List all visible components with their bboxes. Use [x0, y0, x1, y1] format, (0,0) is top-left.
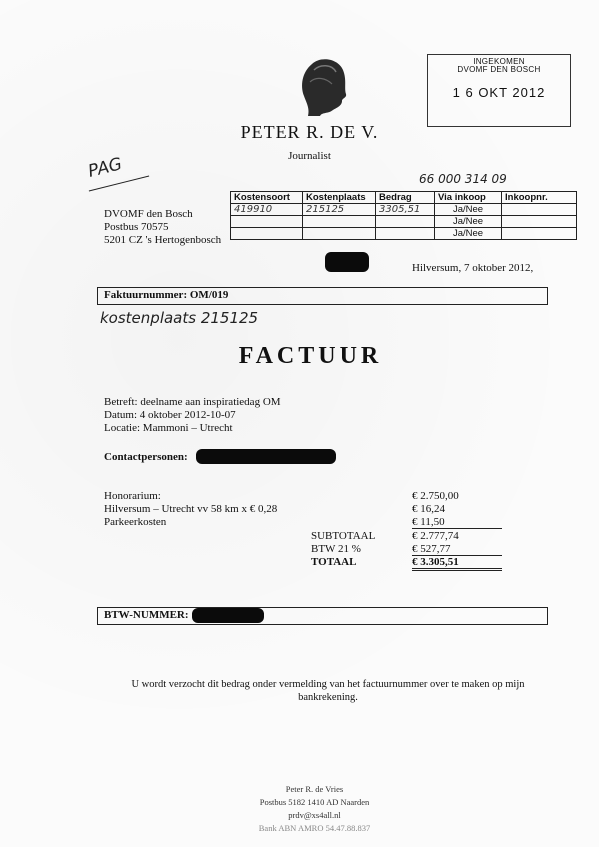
handwritten-kostenplaats: kostenplaats 215125 — [100, 309, 259, 327]
line-amount: € 2.750,00 — [412, 490, 459, 502]
total-amount: € 2.777,74 — [412, 530, 459, 542]
recipient-line-1: DVOMF den Bosch — [104, 208, 193, 220]
footer-bank: Bank ABN AMRO 54.47.88.837 — [258, 823, 371, 833]
cell — [231, 228, 303, 240]
profile-logo-icon — [298, 56, 348, 118]
cell: 3305,51 — [376, 204, 435, 216]
cell — [376, 228, 435, 240]
total-label: TOTAAL — [311, 556, 357, 568]
total-amount: € 3.305,51 — [412, 556, 502, 571]
total-amount: € 527,77 — [412, 543, 502, 556]
cell: Ja/Nee — [435, 216, 502, 228]
detail-datum: Datum: 4 oktober 2012-10-07 — [104, 409, 236, 421]
table-row — [231, 228, 577, 240]
cell — [303, 216, 376, 228]
place-date: Hilversum, 7 oktober 2012, — [412, 262, 534, 274]
document-title: FACTUUR — [238, 343, 383, 369]
redaction-block — [192, 608, 264, 623]
vat-number-box — [97, 607, 548, 625]
line-amount: € 11,50 — [412, 516, 502, 529]
header-bedrag: Bedrag — [376, 192, 435, 204]
cell — [303, 228, 376, 240]
invoice-number: Faktuurnummer: OM/019 — [104, 289, 229, 301]
header-kostensoort: Kostensoort — [231, 192, 303, 204]
table-row — [231, 204, 577, 216]
stamp-line-1: INGEKOMEN — [473, 57, 525, 66]
total-label: SUBTOTAAL — [311, 530, 376, 542]
footer-address: Postbus 5182 1410 AD Naarden — [259, 797, 370, 807]
footer-name: Peter R. de Vries — [285, 784, 344, 794]
cost-allocation-table — [230, 191, 577, 240]
table-header-row — [231, 192, 577, 204]
header-kostenplaats: Kostenplaats — [303, 192, 376, 204]
recipient-line-3: 5201 CZ 's Hertogenbosch — [104, 234, 222, 246]
handwritten-number: 66 000 314 09 — [419, 172, 507, 186]
cell — [376, 216, 435, 228]
detail-locatie: Locatie: Mammoni – Utrecht — [104, 422, 233, 434]
cell — [231, 216, 303, 228]
line-label: Honorarium: — [104, 490, 161, 502]
detail-betreft: Betreft: deelname aan inspiratiedag OM — [104, 396, 281, 408]
redaction-block — [325, 252, 369, 272]
stamp-line-2: DVOMF DEN BOSCH — [457, 65, 541, 74]
letterhead-name: PETER R. DE V. — [240, 122, 379, 142]
invoice-number-box — [97, 287, 548, 305]
recipient-line-2: Postbus 70575 — [104, 221, 169, 233]
cell: Ja/Nee — [435, 204, 502, 216]
cell — [502, 216, 577, 228]
payment-request: U wordt verzocht dit bedrag onder vermelding van het factuurnummer over te maken op mijn bankrekening. — [131, 679, 525, 703]
line-label: Parkeerkosten — [104, 516, 167, 528]
handwritten-pag: PAG — [86, 154, 125, 182]
line-label: Hilversum – Utrecht vv 58 km x € 0,28 — [104, 503, 278, 515]
cell — [502, 204, 577, 216]
contact-label: Contactpersonen: — [104, 451, 188, 463]
cell: 215125 — [303, 204, 376, 216]
redaction-block — [196, 449, 336, 464]
cell: 419910 — [231, 204, 303, 216]
total-label: BTW 21 % — [311, 543, 361, 555]
stamp-date: 1 6 OKT 2012 — [452, 85, 546, 100]
header-via-inkoop: Via inkoop — [435, 192, 502, 204]
header-inkoopnr: Inkoopnr. — [502, 192, 577, 204]
letterhead-role: Journalist — [288, 150, 331, 162]
footer-email: prdv@xs4all.nl — [288, 810, 341, 820]
vat-label: BTW-NUMMER: — [104, 609, 189, 621]
line-amount: € 16,24 — [412, 503, 445, 515]
cell: Ja/Nee — [435, 228, 502, 240]
received-stamp — [427, 54, 571, 127]
cell — [502, 228, 577, 240]
table-row — [231, 216, 577, 228]
